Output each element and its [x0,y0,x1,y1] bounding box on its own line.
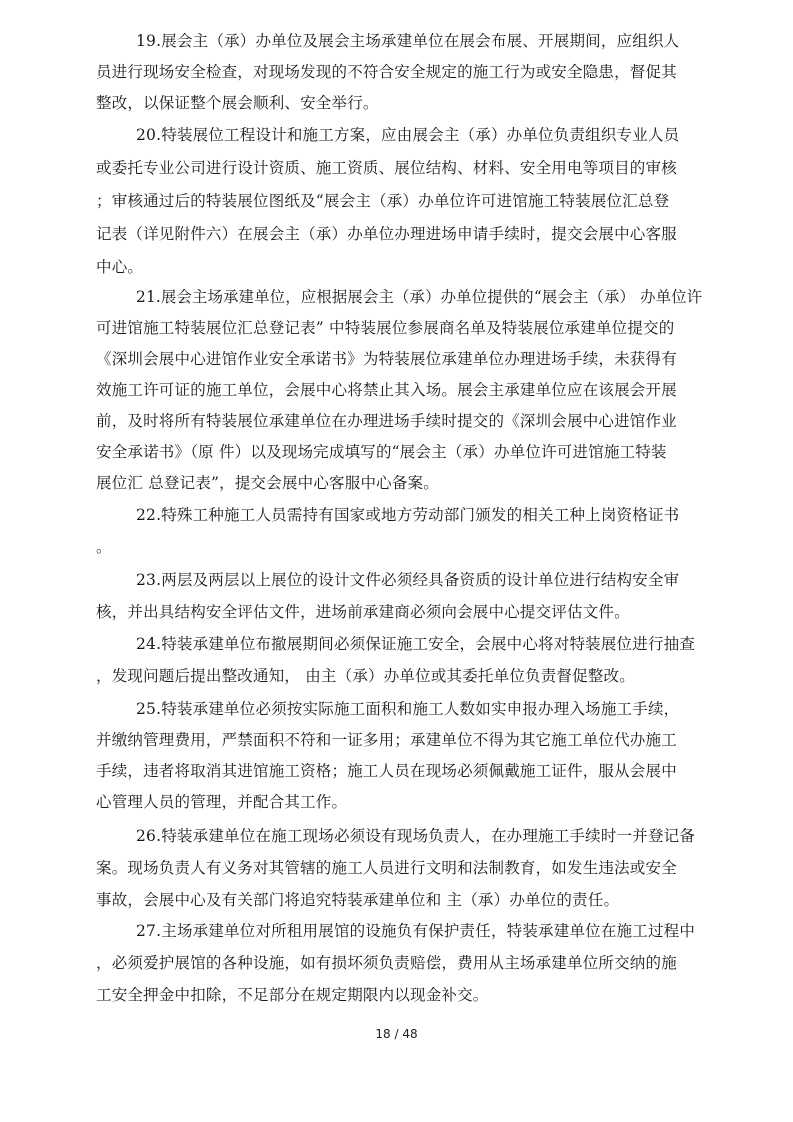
text-line: 事故，会展中心及有关部门将追究特装承建单位和 主（承）办单位的责任。 [96,891,620,909]
text-line: 记表（详见附件六）在展会主（承）办单位办理进场申请手续时，提交会展中心客服 [96,225,677,243]
text-line: 效施工许可证的施工单位，会展中心将禁止其入场。展会主承建单位应在该展会开展 [96,381,677,399]
text-line: 。 [96,538,112,556]
text-line: 可进馆施工特装展位汇总登记表” 中特装展位参展商名单及特装展位承建单位提交的 [96,319,675,337]
text-line: 23.两层及两层以上展位的设计文件必须经具备资质的设计单位进行结构安全审 [136,571,680,589]
text-line: 20.特装展位工程设计和施工方案，应由展会主（承）办单位负责组织专业人员 [136,126,680,144]
text-line: 前，及时将所有特装展位承建单位在办理进场手续时提交的《深圳会展中心进馆作业 [96,412,677,430]
text-line: 案。现场负责人有义务对其管辖的施工人员进行文明和法制教育，如发生违法或安全 [96,859,677,877]
text-line: 21.展会主场承建单位，应根据展会主（承）办单位提供的“展会主（承） 办单位许 [136,288,703,306]
text-line: 27.主场承建单位对所租用展馆的设施负有保护责任，特装承建单位在施工过程中 [136,922,696,940]
text-line: 中心。 [96,258,144,276]
text-line: 或委托专业公司进行设计资质、施工资质、展位结构、材料、安全用电等项目的审核 [96,159,677,177]
text-line: 工安全押金中扣除，不足部分在规定期限内以现金补交。 [96,986,489,1004]
text-line: 心管理人员的管理，并配合其工作。 [96,793,348,811]
text-line: 25.特装承建单位必须按实际施工面积和施工人数如实申报办理入场施工手续， [136,700,680,718]
text-line: ；审核通过后的特装展位图纸及“展会主（承）办单位许可进馆施工特装展位汇总登 [96,192,670,210]
text-line: 安全承诺书》（原 件）以及现场完成填写的“展会主（承）办单位许可进馆施工特装 [96,443,667,461]
text-line: 并缴纳管理费用，严禁面积不符和一证多用；承建单位不得为其它施工单位代办施工 [96,731,677,749]
text-line: 手续，违者将取消其进馆施工资格；施工人员在现场必须佩戴施工证件，服从会展中 [96,762,677,780]
page-number: 18 / 48 [375,1027,418,1041]
text-line: 22.特殊工种施工人员需持有国家或地方劳动部门颁发的相关工种上岗资格证书 [136,506,680,524]
text-line: 员进行现场安全检查，对现场发现的不符合安全规定的施工行为或安全隐患，督促其 [96,63,677,81]
text-line: 26.特装承建单位在施工现场必须设有现场负责人，在办理施工手续时一并登记备 [136,827,696,845]
text-line: 《深圳会展中心进馆作业安全承诺书》为特装展位承建单位办理进场手续，未获得有 [96,350,677,368]
text-line: 24.特装承建单位布撤展期间必须保证施工安全，会展中心将对特装展位进行抽查 [136,635,696,653]
text-line: ，必须爱护展馆的各种设施，如有损坏须负责赔偿，费用从主场承建单位所交纳的施 [96,954,677,972]
text-line: 核，并出具结构安全评估文件，进场前承建商必须向会展中心提交评估文件。 [96,603,630,621]
text-line: 整改，以保证整个展会顺利、安全举行。 [96,94,379,112]
text-line: ，发现问题后提出整改通知， 由主（承）办单位或其委托单位负责督促整改。 [96,667,635,685]
text-line: 19.展会主（承）办单位及展会主场承建单位在展会布展、开展期间，应组织人 [136,32,680,50]
text-line: 展位汇 总登记表”，提交会展中心客服中心备案。 [96,474,439,492]
